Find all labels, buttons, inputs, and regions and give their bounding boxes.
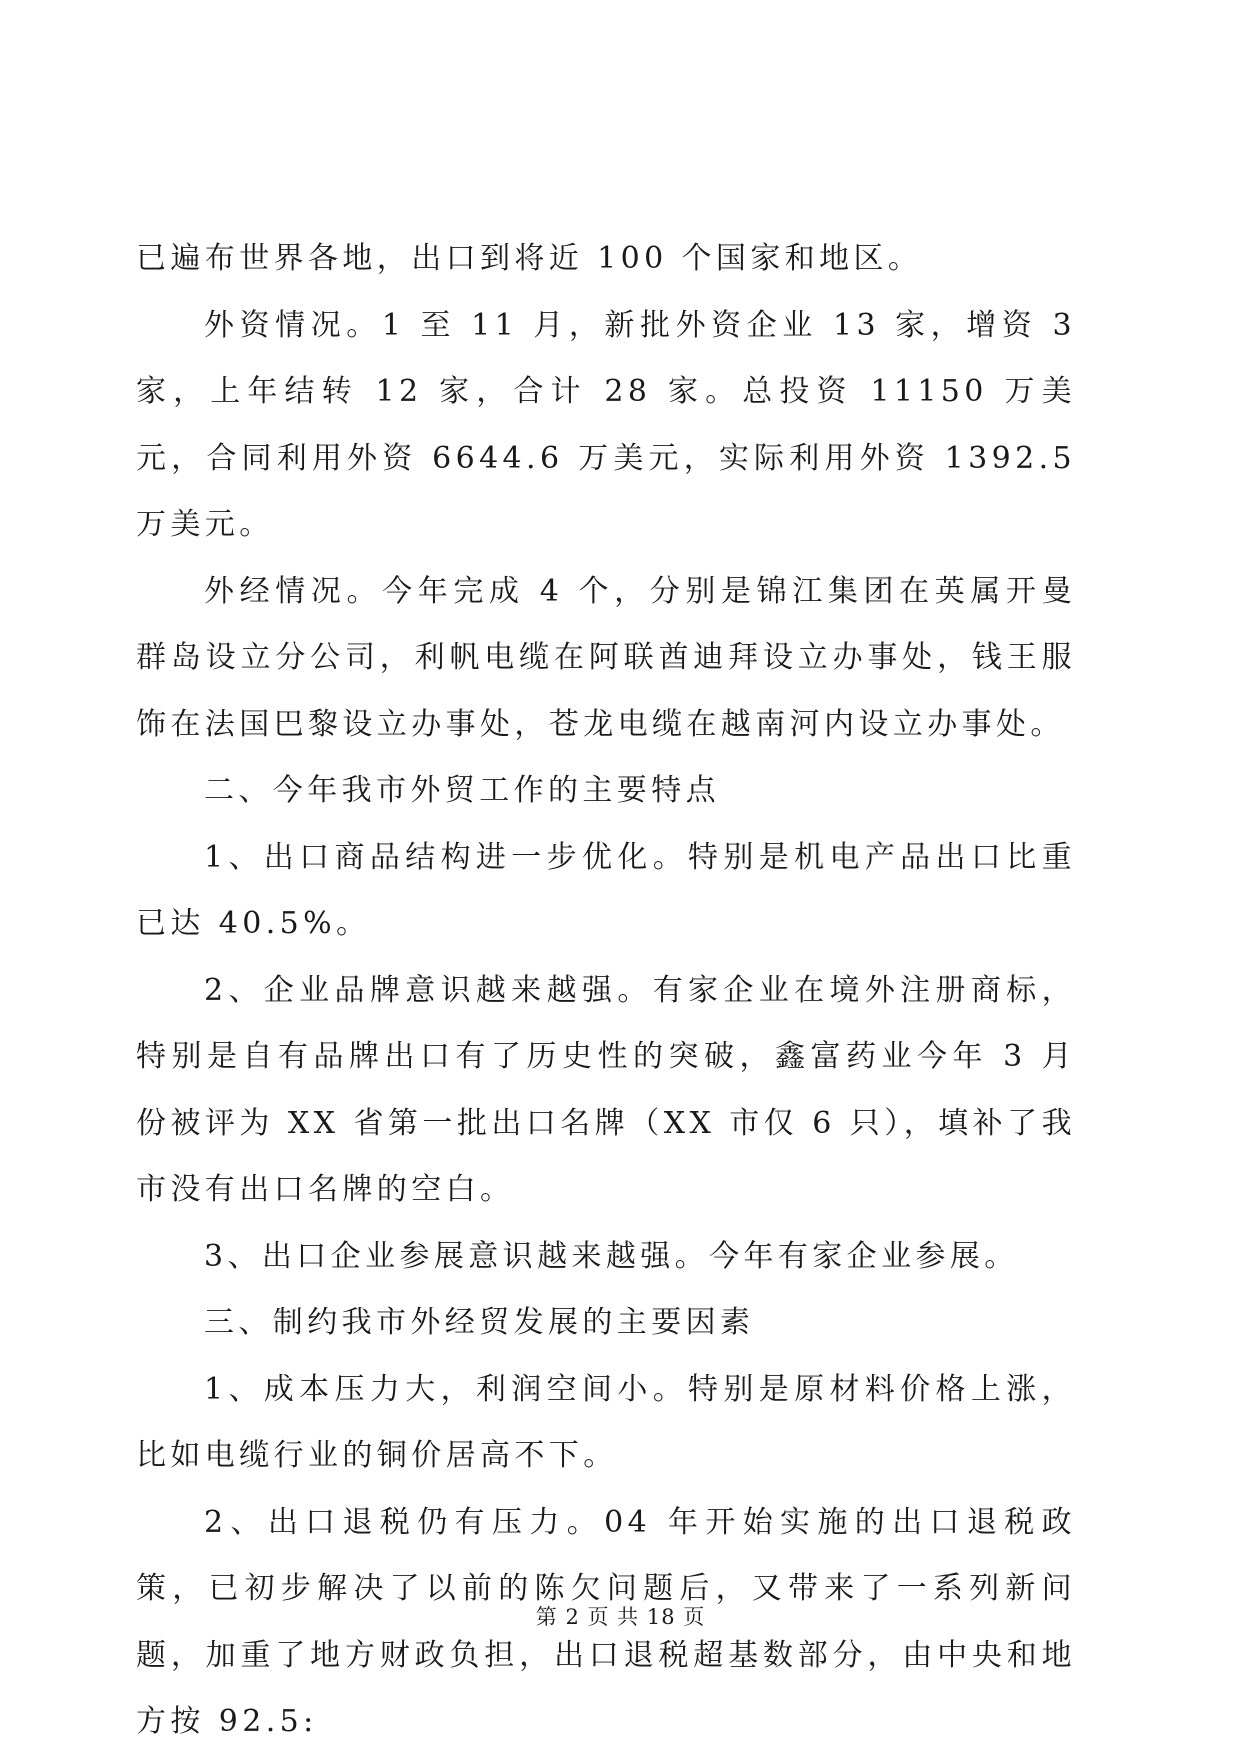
paragraph-foreign-economic: 外经情况。今年完成 4 个，分别是锦江集团在英属开曼群岛设立分公司，利帆电缆在阿联酋迪拜设立办事处，钱王服饰在法国巴黎设立办事处，苍龙电缆在越南河内设立办事处。 [136, 573, 1076, 742]
section-heading-3: 三、制约我市外经贸发展的主要因素 [204, 1305, 755, 1340]
list-item-3: 3、出口企业参展意识越来越强。今年有家企业参展。 [204, 1238, 1019, 1274]
page-number-footer: 第 2 页 共 18 页 [535, 1605, 706, 1629]
list-item-2: 2、企业品牌意识越来越强。有家企业在境外注册商标，特别是自有品牌出口有了历史性的突破，鑫富药业今年 3 月份被评为 XX 省第一批出口名牌（XX 市仅 6 只），填补了我市没有出口名牌的空白。 [136, 972, 1076, 1207]
document-body [136, 226, 1076, 1756]
list-item-export-rebate: 2、出口退税仍有压力。04 年开始实施的出口退税政策，已初步解决了以前的陈欠问题后，又带来了一系列新问题，加重了地方财政负担，出口退税超基数部分，由中央和地方按 92.5: [136, 1504, 1076, 1739]
paragraph-foreign-investment: 外资情况。1 至 11 月，新批外资企业 13 家，增资 3 家，上年结转 12 家，合计 28 家。总投资 11150 万美元，合同利用外资 6644.6 万美元，实际利用外资 1392.5 万美元。 [136, 307, 1076, 542]
list-item-cost-pressure: 1、成本压力大，利润空间小。特别是原材料价格上涨，比如电缆行业的铜价居高不下。 [136, 1371, 1076, 1473]
section-heading-2: 二、今年我市外贸工作的主要特点 [204, 773, 720, 808]
list-item-1: 1、出口商品结构进一步优化。特别是机电产品出口比重已达 40.5%。 [136, 839, 1076, 941]
paragraph-1: 已遍布世界各地，出口到将近 100 个国家和地区。 [136, 241, 923, 276]
